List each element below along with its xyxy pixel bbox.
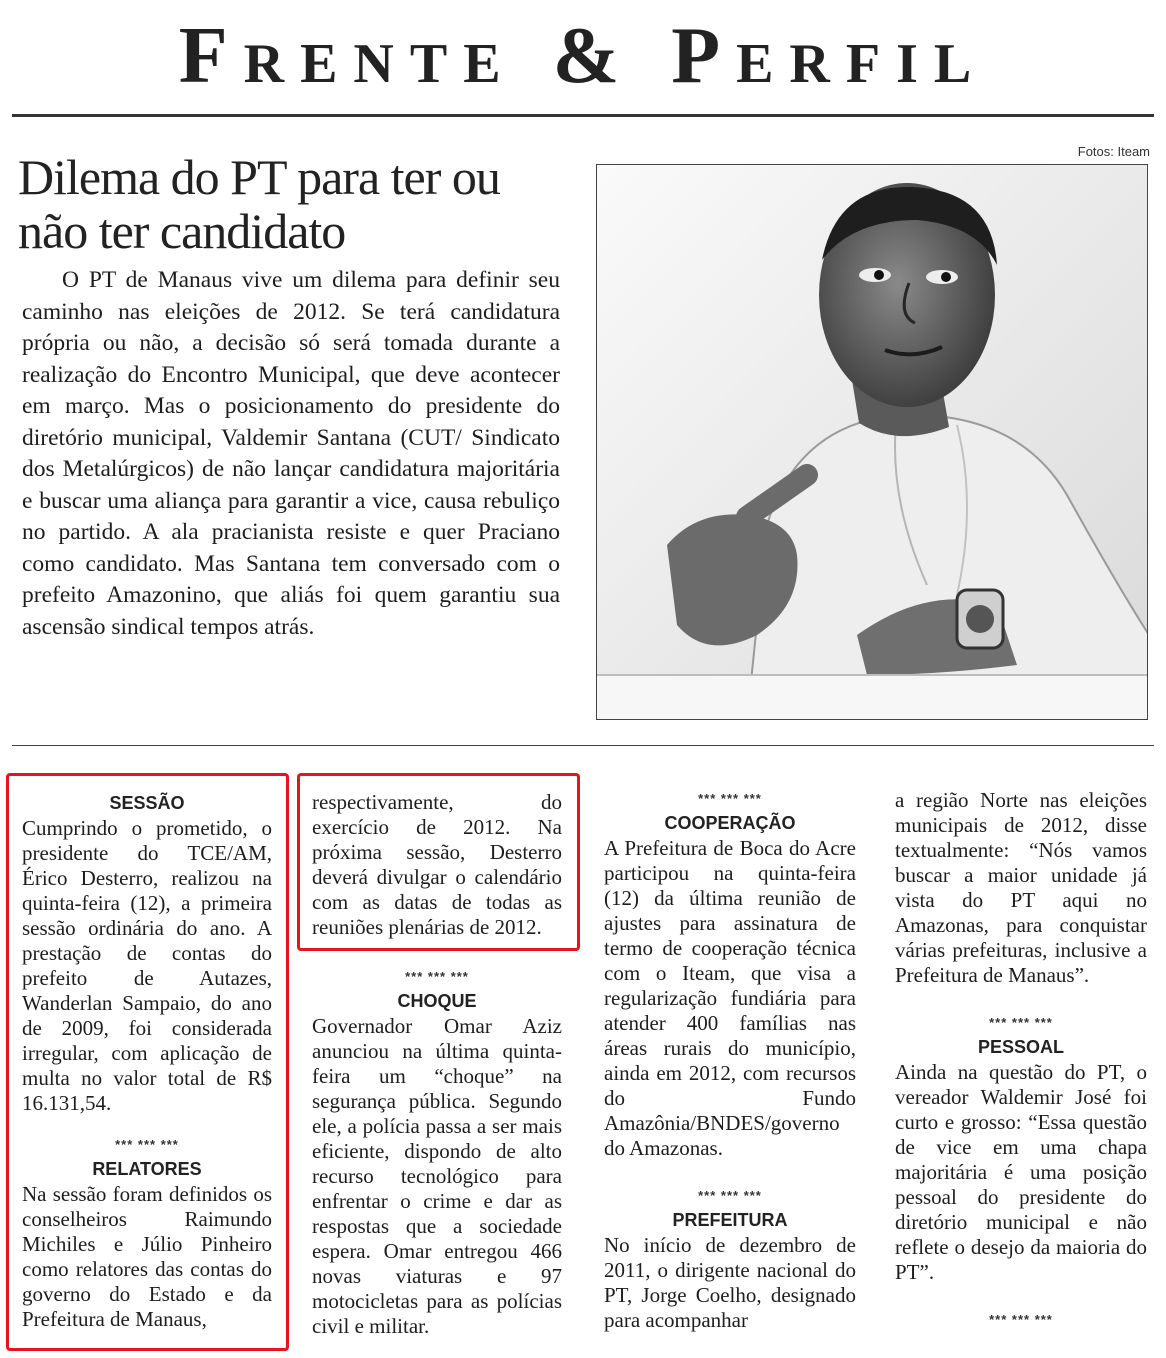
highlight-box-relatores-continued (297, 773, 580, 951)
separator-stars: *** *** *** (115, 1137, 179, 1152)
masthead-title: Frente & Perfil (178, 12, 988, 100)
section-title-choque: CHOQUE (397, 991, 477, 1011)
photo-credit: Fotos: Iteam (1077, 144, 1150, 159)
section-text-prefeitura-continued: a região Norte nas eleições municipais de 2012, disse textualmente: “Nós vamos buscar a maior unidade já vista do PT aqui no Amazonas, para conquistar várias prefeituras, inclusive a Prefeitura de Manaus”. (895, 788, 1147, 987)
column-4 (895, 788, 1147, 1331)
section-text-cooperacao: A Prefeitura de Boca do Acre participou na quinta-feira (12) da última reunião de ajustes para assinatura de termo de cooperação técnica com o Iteam, que visa a regularização fundiária para atender 400 famílias nas áreas rurais do município, ainda em 2012, com recursos do Fundo Amazônia/BNDES/governo do Amazonas. (604, 836, 856, 1160)
section-title-prefeitura: PREFEITURA (672, 1210, 788, 1230)
section-text-pessoal: Ainda na questão do PT, o vereador Waldemir José foi curto e grosso: “Essa questão de vice em uma chapa majoritária é uma posição pessoal do presidente do diretório municipal e não reflete o desejo da maioria do PT”. (895, 1060, 1147, 1284)
portrait-illustration (597, 165, 1148, 720)
highlight-box-sessao-relatores (6, 773, 289, 1351)
section-text-sessao: Cumprindo o prometido, o presidente do TCE/AM, Érico Desterro, realizou na quinta-feira (12), a primeira sessão ordinária do ano. A prestação de contas do prefeito de Autazes, Wanderlan Sampaio, do ano de 2009, foi considerada irregular, com aplicação de multa no valor total de R$ 16.131,54. (22, 816, 272, 1115)
section-text-prefeitura: No início de dezembro de 2011, o dirigente nacional do PT, Jorge Coelho, designado para acompanhar (604, 1233, 856, 1332)
section-title-pessoal: PESSOAL (977, 1037, 1065, 1057)
masthead-rule (12, 114, 1154, 117)
section-title-relatores: RELATORES (92, 1159, 202, 1179)
separator-stars: *** *** *** (989, 1015, 1053, 1030)
article-headline: Dilema do PT para ter ou não ter candidato (18, 149, 500, 259)
column-3 (604, 788, 856, 1333)
section-text-relatores: Na sessão foram definidos os conselheiros Raimundo Michiles e Júlio Pinheiro como relatores das contas do governo do Estado e da Prefeitura de Manaus, (22, 1182, 272, 1331)
article-photo (596, 164, 1148, 720)
separator-stars: *** *** *** (989, 1312, 1053, 1327)
section-text-choque: Governador Omar Aziz anunciou na última quinta-feira um “choque” na segurança pública. Segundo ele, a polícia passa a ser mais eficiente, dispondo de alto recurso tecnológico para enfrentar o crime e dar as respostas que a sociedade espera. Omar entregou 466 novas viaturas e 97 motocicletas para as polícias civil e militar. (312, 1014, 562, 1338)
section-title-sessao: SESSÃO (109, 793, 185, 813)
separator-stars: *** *** *** (405, 969, 469, 984)
article-lead: O PT de Manaus vive um dilema para definir seu caminho nas eleições de 2012. Se terá candidatura própria ou não, a decisão só será tomada durante a realização do Encontro Municipal, que deve acontecer em março. Mas o posicionamento do presidente do diretório municipal, Valdemir Santana (CUT/ Sindicato dos Metalúrgicos) de não lançar candidatura majoritária e buscar uma aliança para garantir a vice, causa rebuliço no partido. A ala pracianista resiste e quer Praciano como candidato. Mas Santana tem conversado com o prefeito Amazonino, que aliás foi quem garantiu sua ascensão sindical tempos atrás. (22, 267, 560, 640)
separator-stars: *** *** *** (698, 1188, 762, 1203)
section-rule (12, 745, 1154, 746)
section-title-cooperacao: COOPERAÇÃO (664, 813, 796, 833)
separator-stars: *** *** *** (698, 791, 762, 806)
section-text-relatores-continued: respectivamente, do exercício de 2012. Na próxima sessão, Desterro deverá divulgar o calendário com as datas de todas as reuniões plenárias de 2012. (312, 790, 562, 939)
